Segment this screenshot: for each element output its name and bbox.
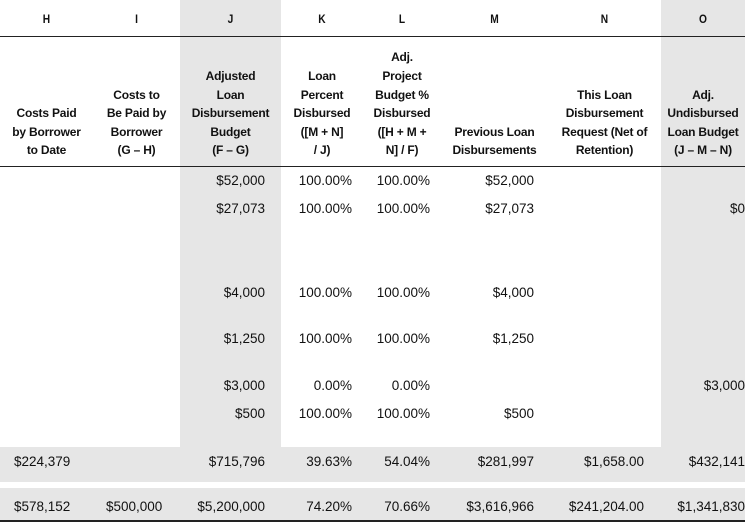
header-top-rule <box>0 36 745 37</box>
row-3-l: 100.00% <box>376 285 430 300</box>
header-previous-disbursements: Previous Loan Disbursements <box>452 124 537 158</box>
subtotal-l: 54.04% <box>384 454 430 469</box>
total-m: $3,616,966 <box>466 499 534 514</box>
header-costs-paid: Costs Paid by Borrower to Date <box>12 106 81 158</box>
total-l: 70.66% <box>384 499 430 514</box>
subtotal-m: $281,997 <box>477 454 534 469</box>
row-5-o: $3,000 <box>703 378 745 393</box>
column-letter-k: K <box>318 12 326 26</box>
row-3-j: $4,000 <box>223 285 265 300</box>
column-letter-j: J <box>227 12 234 26</box>
row-5-k: 0.00% <box>313 378 352 393</box>
row-4-k: 100.00% <box>298 331 352 346</box>
column-letter-h: H <box>42 12 51 26</box>
row-6-k: 100.00% <box>298 406 352 421</box>
column-letter-m: M <box>490 12 499 26</box>
subtotal-n: $1,658.00 <box>583 454 644 469</box>
total-n: $241,204.00 <box>568 499 644 514</box>
row-1-o <box>661 172 745 190</box>
row-4-j: $1,250 <box>223 331 265 346</box>
row-5-l: 0.00% <box>391 378 430 393</box>
row-6-j: $500 <box>234 406 265 421</box>
total-j: $5,200,000 <box>197 499 265 514</box>
subtotal-k: 39.63% <box>306 454 352 469</box>
subtotal-o: $432,141 <box>688 454 745 469</box>
row-2-l: 100.00% <box>376 201 430 216</box>
total-o: $1,341,830 <box>677 499 745 514</box>
row-2-o: $0 <box>729 201 745 216</box>
row-5-m <box>441 377 534 395</box>
row-2-k: 100.00% <box>298 201 352 216</box>
header-loan-percent: Loan Percent Disbursed ([M + N] / J) <box>293 69 351 158</box>
row-1-k: 100.00% <box>298 173 352 188</box>
column-letter-l: L <box>398 12 406 26</box>
row-3-o <box>661 284 745 302</box>
row-2-m: $27,073 <box>485 201 534 216</box>
subtotal-h: $224,379 <box>14 454 71 469</box>
row-2-j: $27,073 <box>216 201 265 216</box>
header-adj-undisbursed: Adj. Undisbursed Loan Budget (J – M – N) <box>667 87 739 158</box>
row-1-l: 100.00% <box>376 173 430 188</box>
row-4-l: 100.00% <box>376 331 430 346</box>
row-1-m: $52,000 <box>485 173 534 188</box>
header-costs-to-be-paid: Costs to Be Paid by Borrower (G – H) <box>106 87 167 158</box>
row-4-m: $1,250 <box>492 331 534 346</box>
header-bottom-rule <box>0 166 745 167</box>
row-6-l: 100.00% <box>376 406 430 421</box>
column-letter-n: N <box>600 12 609 26</box>
row-5-j: $3,000 <box>223 378 265 393</box>
row-6-m: $500 <box>503 406 534 421</box>
header-adjusted-budget: Adjusted Loan Disbursement Budget (F – G) <box>191 69 270 158</box>
row-1-j: $52,000 <box>216 173 265 188</box>
row-6-o <box>661 405 745 423</box>
subtotal-j: $715,796 <box>208 454 265 469</box>
row-3-m: $4,000 <box>492 285 534 300</box>
row-4-o <box>661 330 745 348</box>
total-i: $500,000 <box>106 499 163 514</box>
total-k: 74.20% <box>306 499 352 514</box>
row-3-k: 100.00% <box>298 285 352 300</box>
total-h: $578,152 <box>14 499 71 514</box>
header-this-disbursement: This Loan Disbursement Request (Net of Retention) <box>561 87 648 158</box>
header-adj-project-budget: Adj. Project Budget % Disbursed ([H + M + N] / F) <box>373 50 431 158</box>
column-letter-i: I <box>135 12 138 26</box>
column-letter-o: O <box>699 12 707 26</box>
